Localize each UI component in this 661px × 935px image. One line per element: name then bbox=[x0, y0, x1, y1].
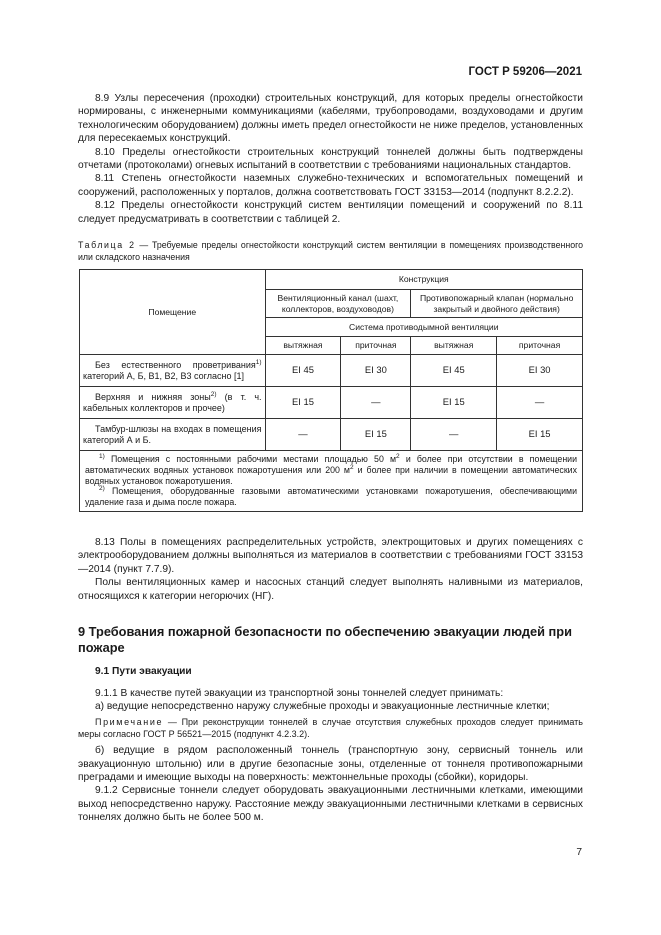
paragraph-9-1-1: 9.1.1 В качестве путей эвакуации из транспортной зоны тоннелей следует принимать: bbox=[95, 688, 504, 699]
row-label: Верхняя и нижняя зоны$^{2)}$ (в т. ч. кабельных коллекторов и прочее) bbox=[80, 387, 266, 419]
table-cell: EI 30 bbox=[497, 355, 583, 387]
table-row bbox=[80, 387, 583, 419]
table-caption-label: Таблица 2 bbox=[78, 240, 136, 250]
standard-number: ГОСТ Р 59206—2021 bbox=[468, 66, 582, 78]
table-footnotes bbox=[80, 451, 583, 512]
note bbox=[78, 717, 583, 740]
footnote-2: $^{2)}$ Помещения, оборудованные газовыми автоматическими установками пожаротушения, обеспечивающими удаление газа и дыма после пожара. bbox=[85, 485, 578, 508]
header-supply: приточная bbox=[497, 337, 583, 355]
table-cell: EI 45 bbox=[411, 355, 497, 387]
table-cell: — bbox=[497, 387, 583, 419]
header-exhaust: вытяжная bbox=[265, 337, 341, 355]
table-cell: — bbox=[411, 419, 497, 451]
paragraph-floors: Полы вентиляционных камер и насосных станций следует выполнять наливными из материалов, относящихся к категории негорючих (НГ). bbox=[78, 577, 583, 602]
table-row bbox=[80, 419, 583, 451]
paragraph-8-12: 8.12 Пределы огнестойкости конструкций систем вентиляции помещений и сооружений по 8.11 следует предусматривать в соответствии с таблицей 2. bbox=[78, 200, 583, 225]
header-supply: приточная bbox=[341, 337, 411, 355]
footnote-1: $^{1)}$ Помещения с постоянными рабочими местами площадью 50 $м^2$ и более при отсутствии в помещении автоматических водяных установок пожаротушения или 200 $м^2$ и более при наличии в помещении автоматических водяных установок пожаротушения. bbox=[85, 453, 577, 486]
table-footnotes-row bbox=[80, 451, 583, 512]
table-row bbox=[80, 355, 583, 387]
paragraph-8-9: 8.9 Узлы пересечения (проходки) строительных конструкций, для которых пределы огнестойкости нормированы, с инженерными коммуникациями (кабелями, трубопроводами, воздуховодами и другим технологическим оборудованием) должны иметь предел огнестойкости не ниже пределов, установленных для пересекаемых конструкций. bbox=[78, 93, 583, 145]
header-room: Помещение bbox=[80, 270, 266, 355]
paragraph-8-10: 8.10 Пределы огнестойкости строительных конструкций тоннелей должны быть подтверждены отчетами (протоколами) огневых испытаний в соответствии с требованиями национальных стандартов. bbox=[78, 146, 583, 172]
note-text: — При реконструкции тоннелей в случае отсутствия служебных проходов следует принимать меры согласно ГОСТ Р 56521—2015 (подпункт 4.2.3.2). bbox=[78, 716, 583, 739]
header-smoke-system: Система противодымной вентиляции bbox=[265, 318, 582, 337]
paragraph-9-1-2: 9.1.2 Сервисные тоннели следует оборудовать эвакуационными лестничными клетками, имеющими выход непосредственно наружу. Расстояние между эвакуационными лестничными клетками в сервисных тоннелях должно быть не более 500 м. bbox=[78, 785, 583, 824]
table-cell: EI 15 bbox=[497, 419, 583, 451]
table-cell: EI 15 bbox=[341, 419, 411, 451]
row-label: Тамбур-шлюзы на входах в помещения категорий А и Б. bbox=[80, 419, 266, 451]
paragraph-8-13: 8.13 Полы в помещениях распределительных устройств, электрощитовых и других помещениях с электрооборудованием должны выполняться из материалов в соответствии с требованиями ГОСТ 33153—2014 (пункт 7.7.9). bbox=[78, 537, 583, 575]
item-a: а) ведущие непосредственно наружу служебные проходы и эвакуационные лестничные клетки; bbox=[95, 701, 550, 713]
row-label: Без естественного проветривания$^{1)}$ категорий А, Б, В1, В2, В3 согласно [1] bbox=[80, 355, 266, 387]
section-9-body bbox=[78, 687, 583, 825]
table-2 bbox=[79, 269, 583, 512]
note-label: Примечание bbox=[95, 716, 164, 727]
item-b: б) ведущие в рядом расположенный тоннель (транспортную зону, сервисный тоннель или эвакуационную штольню) или в другие безопасные зоны, отделенные от тоннеля противопожарными преградами и имеющие выходы на поверхность: межтоннельные проходы (сбойки), коридоры. bbox=[78, 745, 583, 784]
table-cell: EI 30 bbox=[341, 355, 411, 387]
header-vent-channel: Вентиляционный канал (шахт, коллекторов, воздуховодов) bbox=[265, 290, 411, 318]
table-cell: EI 45 bbox=[265, 355, 341, 387]
paragraph-8-13-block bbox=[78, 536, 583, 603]
table-cell: — bbox=[341, 387, 411, 419]
subsection-9-1-heading: 9.1 Пути эвакуации bbox=[95, 666, 192, 677]
header-exhaust: вытяжная bbox=[411, 337, 497, 355]
table-cell: EI 15 bbox=[265, 387, 341, 419]
table-cell: EI 15 bbox=[411, 387, 497, 419]
header-fire-valve: Противопожарный клапан (нормально закрытый и двойного действия) bbox=[411, 290, 583, 318]
page-number: 7 bbox=[576, 847, 582, 858]
header-construction: Конструкция bbox=[265, 270, 582, 290]
paragraphs-8-9-to-8-12 bbox=[78, 92, 583, 226]
section-9-heading: 9 Требования пожарной безопасности по обеспечению эвакуации людей при пожаре bbox=[78, 624, 572, 656]
table-caption bbox=[78, 240, 583, 263]
table-caption-text: — Требуемые пределы огнестойкости конструкций систем вентиляции в помещениях производственного или складского назначения bbox=[78, 240, 584, 262]
paragraph-8-11: 8.11 Степень огнестойкости наземных служебно-технических и вспомогательных помещений и сооружений, расположенных у порталов, должна соответствовать ГОСТ 33153—2014 (подпункт 8.2.2.2). bbox=[78, 173, 583, 198]
table-cell: — bbox=[265, 419, 341, 451]
